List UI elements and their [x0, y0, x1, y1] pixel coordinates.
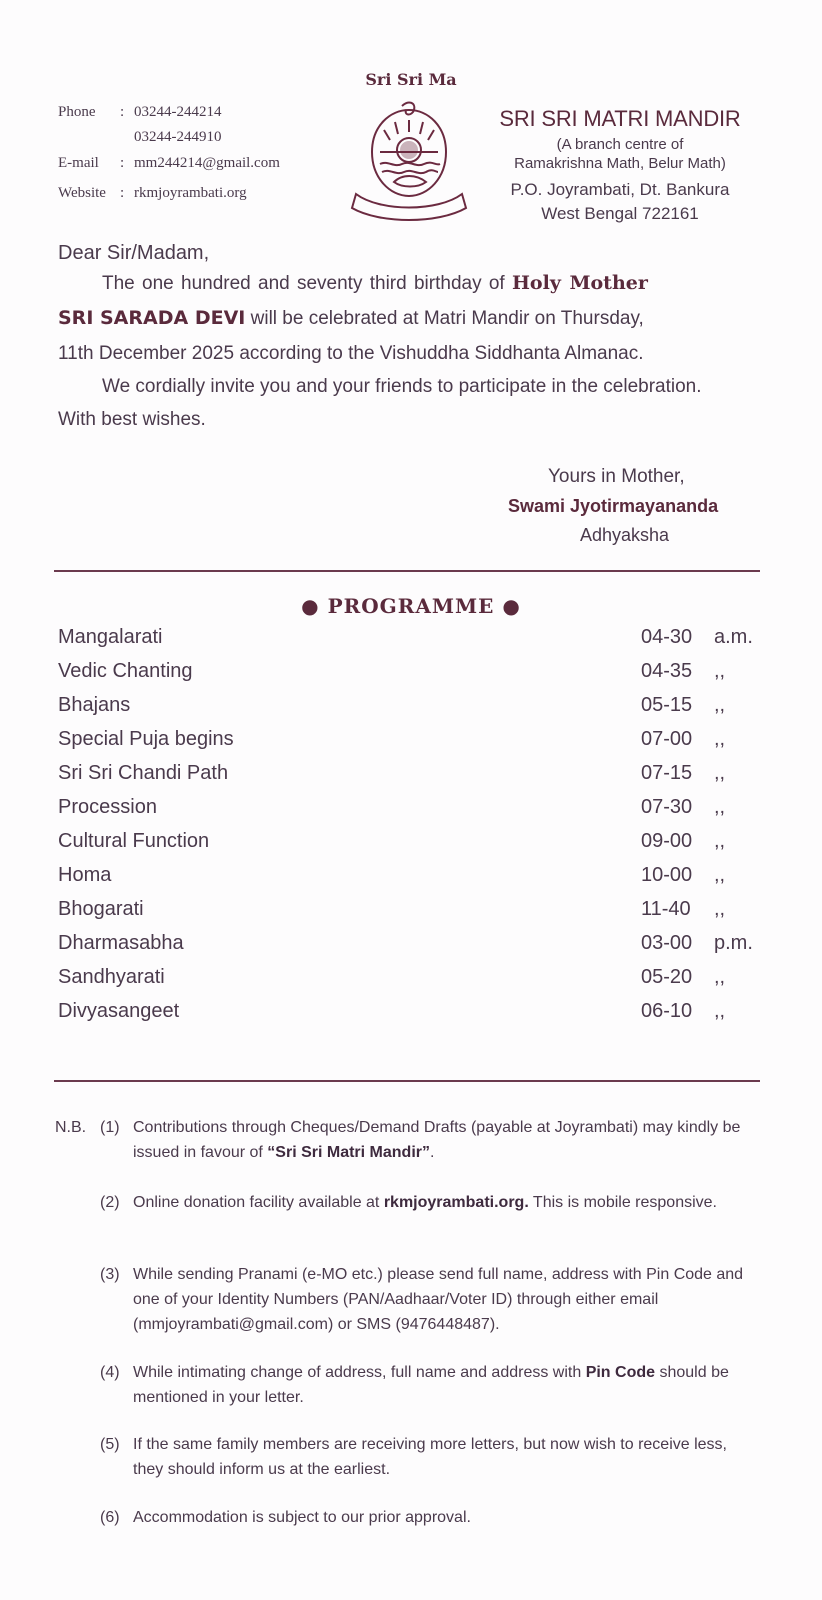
org-subtitle-line-2: Ramakrishna Math, Belur Math) [514, 155, 726, 172]
programme-row [58, 762, 770, 796]
programme-unit: p.m. [714, 932, 753, 954]
programme-name: Procession [58, 796, 157, 818]
contact-label: Phone [58, 104, 96, 120]
contact-value: rkmjoyrambati.org [134, 185, 247, 201]
programme-row [58, 1000, 770, 1034]
divider [54, 1080, 760, 1082]
ramakrishna-math-emblem-icon [350, 100, 468, 226]
programme-name: Homa [58, 864, 112, 886]
note-number: (3) [100, 1266, 120, 1283]
programme-heading: ● PROGRAMME ● [301, 594, 521, 618]
letter-paragraph-1-line-3: 11th December 2025 according to the Vishuddha Siddhanta Almanac. [58, 343, 644, 364]
org-name: SRI SRI MATRI MANDIR [499, 106, 741, 131]
programme-row [58, 864, 770, 898]
note-4 [0, 1360, 822, 1412]
programme-row [58, 694, 770, 728]
programme-time: 04-30 [641, 626, 693, 648]
holy-mother-text: Holy Mother [511, 272, 648, 294]
note-number: (1) [100, 1119, 120, 1136]
programme-unit: ,, [714, 796, 726, 818]
org-address-line-1: P.O. Joyrambati, Dt. Bankura [510, 180, 730, 199]
note-3 [0, 1262, 822, 1340]
programme-unit: ,, [714, 966, 726, 988]
programme-row [58, 932, 770, 966]
programme-name: Mangalarati [58, 626, 163, 648]
programme-row [58, 728, 770, 762]
contact-value: 03244-244910 [134, 129, 222, 145]
note-6 [0, 1505, 822, 1533]
programme-name: Divyasangeet [58, 1000, 180, 1022]
programme-row [58, 626, 770, 660]
note-number: (2) [100, 1194, 120, 1211]
org-subtitle-line-1: (A branch centre of [556, 136, 684, 153]
programme-unit: ,, [714, 898, 726, 920]
contact-phone-1: Phone : 03244-244214 [58, 104, 222, 120]
org-address-line-2: West Bengal 722161 [541, 204, 699, 223]
designation: Adhyaksha [580, 525, 670, 545]
programme-unit: ,, [714, 728, 726, 750]
programme-unit: ,, [714, 864, 726, 886]
p1-text: will be celebrated at Matri Mandir on Thursday, [245, 308, 644, 329]
programme-name: Sandhyarati [58, 966, 165, 988]
programme-unit: ,, [714, 762, 726, 784]
note-1 [0, 1115, 822, 1167]
note-text-part: Contributions through Cheques/Demand Drafts (payable at Joyrambati) may kindly be issued in favour of [133, 1119, 741, 1161]
note-text: While sending Pranami (e-MO etc.) please send full name, address with Pin Code and one of your Identity Numbers (PAN/Aadhaar/Voter ID) through either email (mmjoyrambati@gmail.com) or SMS (9476448487). [133, 1266, 744, 1333]
programme-row [58, 796, 770, 830]
note-text-part: While intimating change of address, full name and address with [133, 1364, 586, 1381]
note-number: (6) [100, 1509, 120, 1526]
programme-time: 06-10 [641, 1000, 693, 1022]
note-text-part: . [430, 1144, 435, 1161]
programme-time: 04-35 [641, 660, 693, 682]
programme-name: Vedic Chanting [58, 660, 193, 682]
contact-value: mm244214@gmail.com [134, 155, 280, 171]
programme-name: Bhogarati [58, 898, 144, 920]
contact-email: E-mail : mm244214@gmail.com [58, 155, 280, 171]
note-bold-text: Pin Code [585, 1364, 656, 1381]
programme-unit: ,, [714, 830, 726, 852]
letter-paragraph-2: We cordially invite you and your friends to participate in the celebration. [102, 376, 702, 397]
note-text [133, 1115, 759, 1165]
note-2 [0, 1190, 822, 1242]
programme-unit: ,, [714, 1000, 726, 1022]
signatory: Swami Jyotirmayananda [508, 496, 719, 516]
note-text-part: Online donation facility available at [133, 1194, 384, 1211]
programme-time: 07-30 [641, 796, 693, 818]
letter-paragraph-3: With best wishes. [58, 409, 206, 430]
divider [54, 570, 760, 572]
top-title: Sri Sri Ma [365, 70, 457, 89]
programme-time: 07-15 [641, 762, 693, 784]
contact-value: 03244-244214 [134, 104, 222, 120]
programme-unit: a.m. [714, 626, 753, 648]
programme-time: 05-15 [641, 694, 693, 716]
programme-unit: ,, [714, 694, 726, 716]
programme-time: 05-20 [641, 966, 693, 988]
programme-time: 11-40 [641, 898, 691, 920]
programme-row [58, 966, 770, 1000]
programme-unit: ,, [714, 660, 726, 682]
programme-time: 10-00 [641, 864, 693, 886]
note-text-part: should be mentioned in your letter. [133, 1364, 729, 1406]
programme-name: Bhajans [58, 694, 131, 716]
contact-website: Website : rkmjoyrambati.org [58, 185, 247, 201]
sarada-devi-text: SRI SARADA DEVI [58, 307, 246, 329]
note-text-part: This is mobile responsive. [528, 1194, 717, 1211]
programme-row [58, 898, 770, 932]
contact-label: E-mail [58, 155, 99, 171]
programme-time: 03-00 [641, 932, 693, 954]
nb-label: N.B. [55, 1119, 87, 1136]
note-bold-text: “Sri Sri Matri Mandir” [267, 1144, 430, 1161]
note-number: (5) [100, 1436, 120, 1453]
note-bold-text: rkmjoyrambati.org. [383, 1194, 529, 1211]
programme-name: Sri Sri Chandi Path [58, 762, 229, 784]
programme-time: 07-00 [641, 728, 693, 750]
programme-time: 09-00 [641, 830, 693, 852]
programme-row [58, 830, 770, 864]
salutation: Dear Sir/Madam, [58, 242, 210, 264]
letter-paragraph-1 [58, 266, 758, 301]
programme-name: Cultural Function [58, 830, 210, 852]
contact-phone-2 [58, 129, 222, 146]
programme-name: Special Puja begins [58, 728, 234, 750]
contact-label: Website [58, 185, 106, 201]
letter-paragraph-1-line-2 [58, 301, 758, 336]
note-text [133, 1360, 759, 1410]
p1-text: The one hundred and seventy third birthday of [102, 273, 512, 294]
note-number: (4) [100, 1364, 120, 1381]
programme-row [58, 660, 770, 694]
closing: Yours in Mother, [548, 466, 685, 487]
note-5 [0, 1432, 822, 1484]
programme-name: Dharmasabha [58, 932, 184, 954]
note-text: If the same family members are receiving more letters, but now wish to receive less, they should inform us at the earliest. [133, 1436, 727, 1478]
note-text [133, 1190, 759, 1215]
note-text: Accommodation is subject to our prior approval. [133, 1509, 471, 1526]
